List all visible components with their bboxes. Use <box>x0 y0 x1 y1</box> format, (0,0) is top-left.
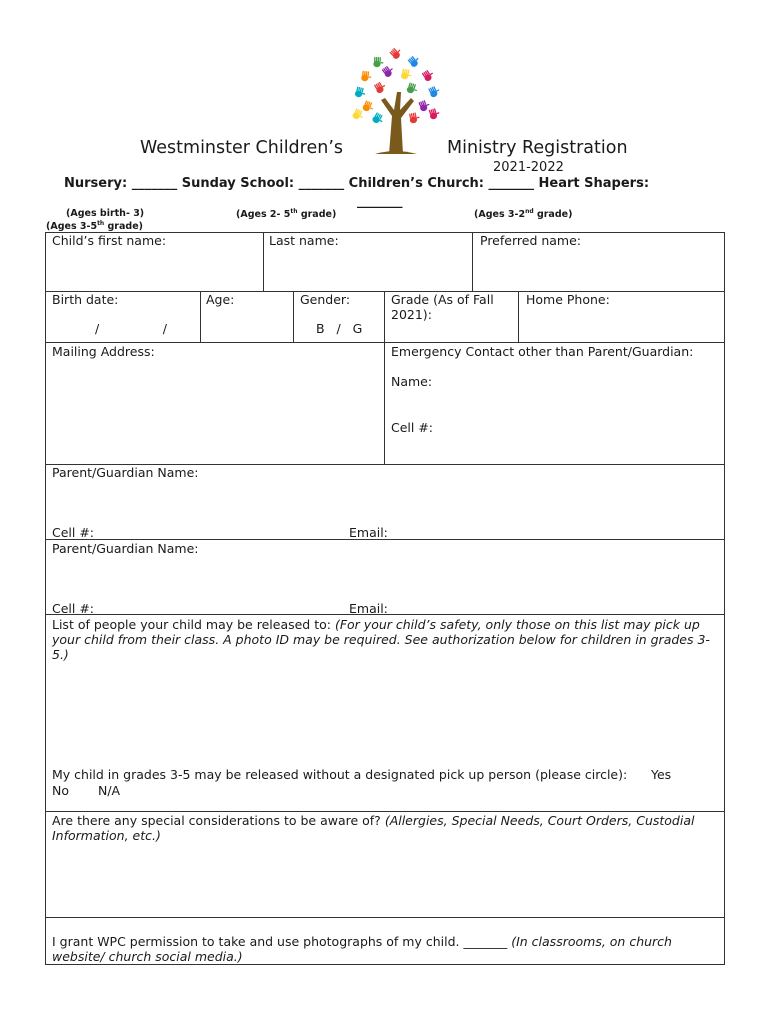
hand-print-icon <box>381 64 395 78</box>
birth-date-field[interactable]: Birth date: <box>52 292 119 307</box>
program-selection-line-2: _______ <box>357 194 403 209</box>
hand-print-icon <box>428 107 441 120</box>
hand-print-icon <box>354 86 366 98</box>
title-right: Ministry Registration <box>447 138 628 158</box>
guardian-2-email-field[interactable]: Email: <box>349 601 388 616</box>
release-grades-question: My child in grades 3-5 may be released without a designated pick up person (please circle): <box>52 767 628 782</box>
hand-print-icon <box>407 54 421 68</box>
guardian-2-cell-field[interactable]: Cell #: <box>52 601 95 616</box>
photo-permission-text: I grant WPC permission to take and use photographs of my child. _______ <box>52 934 508 949</box>
preferred-name-field[interactable]: Preferred name: <box>480 233 582 248</box>
emergency-cell-field[interactable]: Cell #: <box>391 420 434 435</box>
birth-date-slashes: / / <box>95 321 167 336</box>
hand-print-icon <box>408 112 420 124</box>
gender-field[interactable]: Gender: <box>300 292 351 307</box>
option-no[interactable]: No <box>52 783 69 798</box>
release-list-field[interactable] <box>52 617 720 662</box>
ages-sunday-school: (Ages 2- 5th grade) <box>236 208 337 221</box>
guardian-1-email-field[interactable]: Email: <box>349 525 388 540</box>
guardian-1-name-field[interactable]: Parent/Guardian Name: <box>52 465 199 480</box>
last-name-field[interactable]: Last name: <box>269 233 339 248</box>
hand-print-icon <box>421 68 435 82</box>
program-selection-line: Nursery: _______ Sunday School: _______ Children’s Church: _______ Heart Shapers: <box>64 176 650 191</box>
special-considerations-question: Are there any special considerations to be aware of? <box>52 813 381 828</box>
hand-print-icon <box>428 85 441 99</box>
guardian-1-cell-field[interactable]: Cell #: <box>52 525 95 540</box>
title-left: Westminster Children’s <box>140 138 344 158</box>
option-na[interactable]: N/A <box>98 783 121 798</box>
release-list-label: List of people your child may be released to: <box>52 617 331 632</box>
childs-first-name-field[interactable]: Child’s first name: <box>52 233 167 248</box>
release-list-note: (For your child’s safety, only those on this list may pick up your child from their class. A photo ID may be required. See authorization below for children in grades 3-5.) <box>52 617 710 662</box>
hand-print-icon <box>373 57 383 68</box>
hand-print-icon <box>351 108 365 122</box>
hand-print-icon <box>373 80 387 94</box>
ages-childrens-church: (Ages 3-2nd grade) <box>474 208 573 221</box>
option-yes[interactable]: Yes <box>651 767 672 782</box>
age-field[interactable]: Age: <box>206 292 235 307</box>
mailing-address-field[interactable]: Mailing Address: <box>52 344 155 359</box>
home-phone-field[interactable]: Home Phone: <box>526 292 610 307</box>
special-considerations-note: (Allergies, Special Needs, Court Orders, Custodial Information, etc.) <box>52 813 695 843</box>
ages-nursery: (Ages birth- 3) <box>66 208 145 219</box>
hand-print-icon <box>361 71 372 82</box>
hand-print-icon <box>401 68 413 80</box>
school-year: 2021-2022 <box>493 160 564 175</box>
hand-print-icon <box>371 112 385 126</box>
ministry-logo <box>345 44 445 156</box>
ages-heart-shapers: (Ages 3-5th grade) <box>46 220 143 233</box>
hand-print-icon <box>362 100 375 113</box>
emergency-contact-label: Emergency Contact other than Parent/Guardian: <box>391 344 694 359</box>
emergency-name-field[interactable]: Name: <box>391 374 433 389</box>
photo-permission-note: (In classrooms, on church website/ church social media.) <box>52 934 672 964</box>
photo-permission-field[interactable] <box>52 934 720 964</box>
hand-print-icon <box>389 46 403 60</box>
guardian-2-name-field[interactable]: Parent/Guardian Name: <box>52 541 199 556</box>
special-considerations-field[interactable] <box>52 813 720 843</box>
grade-field[interactable]: Grade (As of Fall 2021): <box>391 292 494 322</box>
gender-options[interactable]: B / G <box>316 321 363 336</box>
hand-print-icon <box>406 82 419 95</box>
